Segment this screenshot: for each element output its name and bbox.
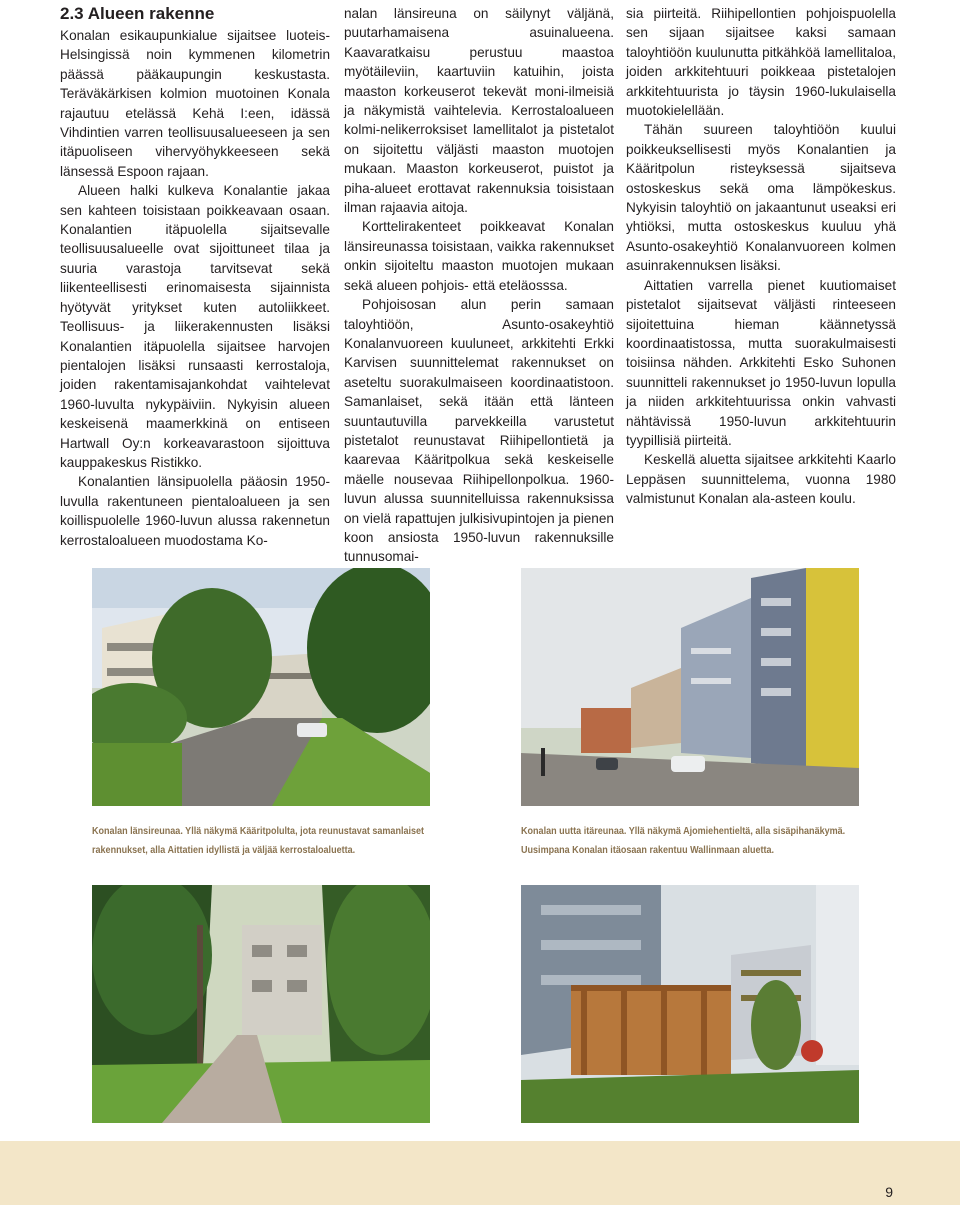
paragraph: Konalantien länsipuolella pääosin 1950-luvulla rakentuneen pientaloalueen ja sen koillispuolelle 1960-luvun alussa rakennetun kerrostaloalueen muodostama Ko- <box>60 474 330 548</box>
photo-caption-right: Konalan uutta itäreunaa. Yllä näkymä Ajomiehentieltä, alla sisäpihanäkymä. Uusimpana Konalan itäosaan rakentuu Wallinmaan aluetta. <box>521 825 846 856</box>
photo-west-path <box>92 885 430 1123</box>
page-number: 9 <box>885 1184 893 1200</box>
paragraph: Keskellä aluetta sijaitsee arkkitehti Kaarlo Leppäsen suunnittelema, vuonna 1980 valmistunut Konalan ala-asteen koulu. <box>626 452 896 507</box>
text-column-1 <box>60 4 330 550</box>
photo-east-street <box>521 568 859 806</box>
paragraph: Aittatien varrella pienet kuutiomaiset pistetalot sijaitsevat väljästi rinteeseen sijoitettuina hieman käännetyssä koordinaatistossa, mutta suorakulmaisesti toisiinsa nähden. Arkkitehti Esko Suhonen suunnitteli rakennukset jo 1950-luvun lopulla ja niiden arkkitehtuurissa onkin vahvasti nähtävissä 1950-luvun arkkitehtuurin tyypillisiä piirteitä. <box>626 277 896 448</box>
paragraph: sia piirteitä. Riihipellontien pohjoispuolella sen sijaan sijaitsee kaksi samaan taloyhtiöön kuulunutta pitkähköä lamellitaloa, joiden arkkitehtuuri poikkeaa pistetalojen arkkitehtuurista jo täysin 1960-lukulaisella muotokielellään. <box>626 6 896 119</box>
photo-east-courtyard <box>521 885 859 1123</box>
footer-band <box>0 1141 960 1205</box>
paragraph: Pohjoisosan alun perin samaan taloyhtiöön, Asunto-osakeyhtiö Konalanvuoreen kuuluneet, arkkitehti Erkki Karvisen suunnittelemat rakennukset on aseteltu suorakulmaiseen koordinaatistoon. Samanlaiset, sekä itään että länteen suuntautuvilla parvekkeilla varustetut pistetalot reunustavat Riihipellontietä ja kaarevaa Kääritpolkua sekä keskeiselle mäelle nousevaa Riihipellonpolkua. 1960-luvun alussa suunnitelluissa rakennuksissa on vielä rapattujen julkisivupintojen ja pienen koon ansiosta 1950-luvun rakennuksille tunnusomai- <box>344 297 614 565</box>
text-column-2 <box>344 4 614 567</box>
paragraph: Alueen halki kulkeva Konalantie jakaa sen kahteen toisistaan poikkeavaan osaan. Konalantien itäpuolella sijaitsevalle teollisuusalueelle ovat sijoittuneet tilaa ja suuria varastoja tarvitsevat sekä liikenteellisesti erinomaisesta sijainnista hyötyvät yritykset kuten autoliikkeet. Teollisuus- ja liikerakennusten lisäksi Konalantien itäpuolella sijaitsee harvojen pientalojen lisäksi runsaasti kerrostaloja, joiden rakentamisajankohdat vaihtelevat 1960-luvulta nykypäiviin. Nykyisin alueen keskeisenä maamerkkinä on entiseen Hartwall Oy:n korkeavarastoon sijoittuva kauppakeskus Ristikko. <box>60 183 330 470</box>
photo-west-street <box>92 568 430 806</box>
paragraph: Konalan esikaupunkialue sijaitsee luoteis-Helsingissä noin kymmenen kilometrin päässä pääkaupungin keskustasta. Teräväkärkisen kolmion muotoinen Konala rajautuu etelässä Kehä I:een, idässä Vihdintien varren teollisuusalueeseen ja sen itäpuoliseen vihervyöhykkeeseen sekä länsessä Espoon rajaan. <box>60 28 330 179</box>
text-column-3 <box>626 4 896 509</box>
section-title: 2.3 Alueen rakenne <box>60 4 215 23</box>
paragraph: nalan länsireuna on säilynyt väljänä, puutarhamaisena asuinalueena. Kaavaratkaisu perustuu maastoa myötäileviin, kaartuviin katuihin, joista maaston korkeuserot tekevät moni-ilmeisiä ja näkymistä vaihtelevia. Kerrostaloalueen kolmi-nelikerroksiset lamellitalot ja pistetalot on sijoitettu väljästi maaston muotojen mukaan. Maaston korkeuserot, puistot ja piha-alueet erottavat rakennuksia toisistaan ilman rajaavia aitoja. <box>344 6 614 216</box>
paragraph: Tähän suureen taloyhtiöön kuului poikkeuksellisesti myös Konalantien ja Kääritpolun risteyksessä sijaitseva ostoskeskus sekä oma lämpökeskus. Nykyisin taloyhtiö on jakaantunut useaksi eri yhtiöksi, mutta ostoskeskus kuuluu yhä Asunto-osakeyhtiö Konalanvuoreen kolmen asuinrakennuksen lisäksi. <box>626 122 896 274</box>
paragraph: Korttelirakenteet poikkeavat Konalan länsireunassa toisistaan, vaikka rakennukset onkin sijoiteltu maaston muotojen mukaan sekä alueen pohjois- että eteläosssa. <box>344 219 614 293</box>
photo-caption-left: Konalan länsireunaa. Yllä näkymä Kääritpolulta, jota reunustavat samanlaiset rakennukset, alla Aittatien idyllistä ja väljää kerrostaloaluetta. <box>92 825 425 856</box>
